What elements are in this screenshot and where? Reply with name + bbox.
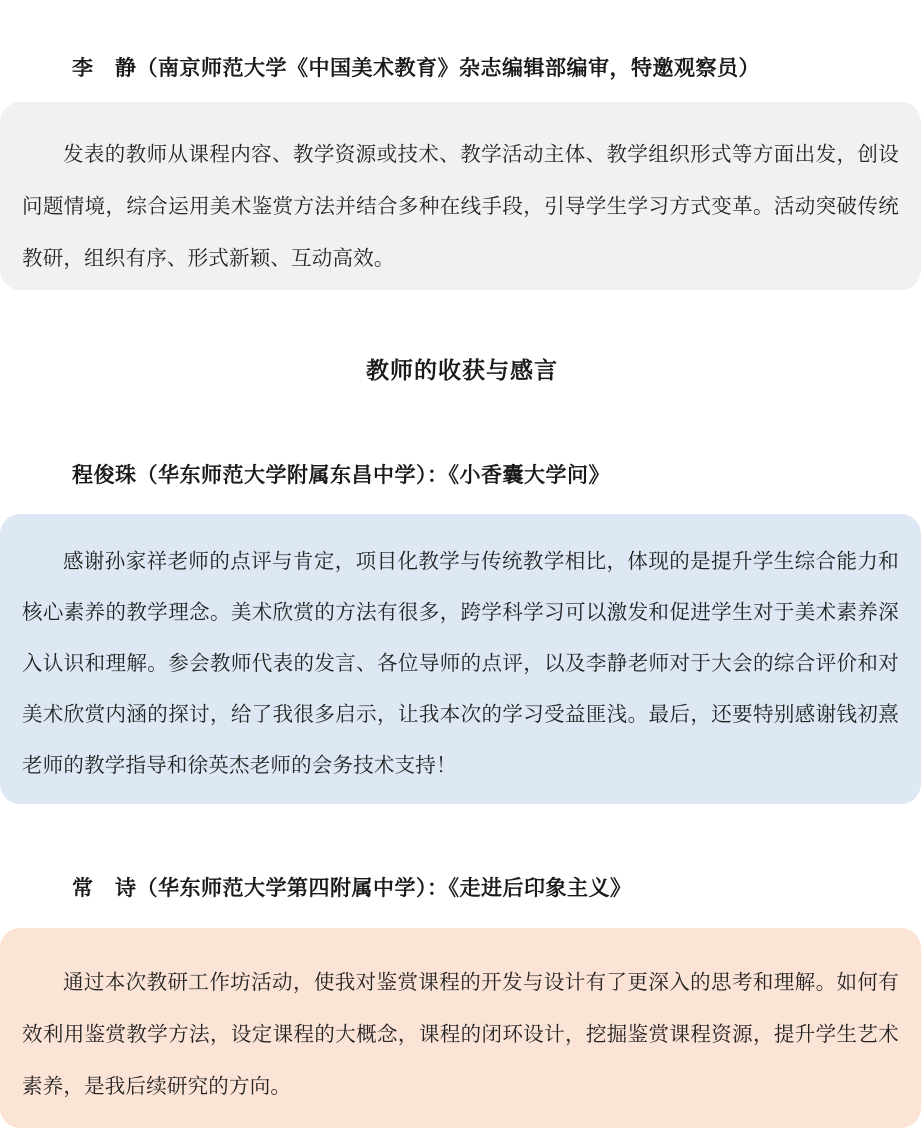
section-title: 教师的收获与感言 <box>366 358 558 384</box>
speaker-cheng-junzhu: 程俊珠（华东师范大学附属东昌中学）：《小香囊大学问》 <box>72 463 610 487</box>
speaker-chang-shi: 常 诗（华东师范大学第四附属中学）：《走进后印象主义》 <box>72 876 632 900</box>
comment-card-cheng-junzhu <box>0 514 921 804</box>
comment-card-chang-shi <box>0 928 921 1128</box>
comment-text-li-jing: 发表的教师从课程内容、教学资源或技术、教学活动主体、教学组织形式等方面出发，创设问题情境，综合运用美术鉴赏方法并结合多种在线手段，引导学生学习方式变革。活动突破传统教研，组织有序、形式新颖、互动高效。 <box>22 142 899 270</box>
speaker-li-jing: 李 静（南京师范大学《中国美术教育》杂志编辑部编审，特邀观察员） <box>72 56 760 80</box>
comment-text-chang-shi: 通过本次教研工作坊活动，使我对鉴赏课程的开发与设计有了更深入的思考和理解。如何有效利用鉴赏教学方法，设定课程的大概念，课程的闭环设计，挖掘鉴赏课程资源，提升学生艺术素养，是我后续研究的方向。 <box>22 970 899 1098</box>
comment-card-li-jing <box>0 102 921 290</box>
comment-text-cheng-junzhu: 感谢孙家祥老师的点评与肯定，项目化教学与传统教学相比，体现的是提升学生综合能力和核心素养的教学理念。美术欣赏的方法有很多，跨学科学习可以激发和促进学生对于美术素养深入认识和理解。参会教师代表的发言、各位导师的点评，以及李静老师对于大会的综合评价和对美术欣赏内涵的探讨，给了我很多启示，让我本次的学习受益匪浅。最后，还要特别感谢钱初熹老师的教学指导和徐英杰老师的会务技术支持！ <box>22 549 899 777</box>
